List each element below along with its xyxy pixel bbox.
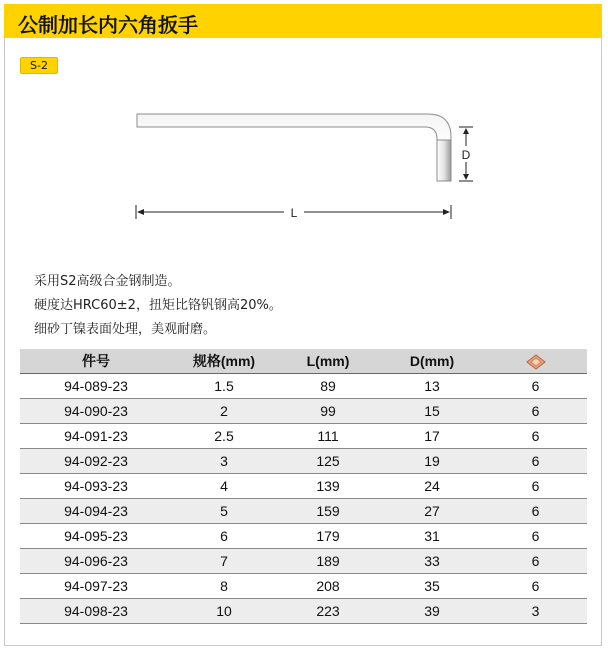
- cell-pack-qty: 6: [484, 424, 587, 449]
- table-header-row: [20, 349, 587, 374]
- cell-diameter: 15: [380, 399, 484, 424]
- table-row: [20, 449, 587, 474]
- table-row: [20, 524, 587, 549]
- cell-part-number: 94-090-23: [20, 399, 172, 424]
- cell-pack-qty: 6: [484, 449, 587, 474]
- dimension-l-label: L: [290, 206, 298, 220]
- cell-pack-qty: 6: [484, 399, 587, 424]
- table-row: [20, 574, 587, 599]
- cell-size: 2.5: [172, 424, 276, 449]
- cell-part-number: 94-089-23: [20, 374, 172, 399]
- cell-diameter: 13: [380, 374, 484, 399]
- cell-length: 208: [276, 574, 380, 599]
- cell-length: 89: [276, 374, 380, 399]
- cell-diameter: 24: [380, 474, 484, 499]
- cell-diameter: 33: [380, 549, 484, 574]
- cell-length: 189: [276, 549, 380, 574]
- cell-pack-qty: 6: [484, 549, 587, 574]
- cell-size: 3: [172, 449, 276, 474]
- cell-length: 139: [276, 474, 380, 499]
- description-line-2: 硬度达HRC60±2，扭矩比铬钒钢高20%。: [34, 298, 282, 313]
- description-line-3: 细砂丁镍表面处理，美观耐磨。: [34, 322, 217, 337]
- cell-part-number: 94-093-23: [20, 474, 172, 499]
- table-row: [20, 374, 587, 399]
- cell-part-number: 94-094-23: [20, 499, 172, 524]
- page-title: 公制加长内六角扳手: [18, 13, 198, 37]
- cell-length: 111: [276, 424, 380, 449]
- cell-pack-qty: 3: [484, 599, 587, 624]
- column-header-length: L(mm): [276, 349, 380, 374]
- cell-size: 7: [172, 549, 276, 574]
- column-header-diameter: D(mm): [380, 349, 484, 374]
- cell-pack-qty: 6: [484, 374, 587, 399]
- cell-length: 125: [276, 449, 380, 474]
- table-row: [20, 399, 587, 424]
- cell-size: 6: [172, 524, 276, 549]
- hex-key-icon: [137, 114, 451, 181]
- table-row: [20, 474, 587, 499]
- cell-part-number: 94-091-23: [20, 424, 172, 449]
- cell-pack-qty: 6: [484, 474, 587, 499]
- wrench-diagram: [0, 0, 608, 240]
- cell-part-number: 94-098-23: [20, 599, 172, 624]
- cell-size: 4: [172, 474, 276, 499]
- cell-pack-qty: 6: [484, 499, 587, 524]
- description-line-1: 采用S2高级合金钢制造。: [34, 274, 181, 289]
- cell-size: 10: [172, 599, 276, 624]
- cell-size: 2: [172, 399, 276, 424]
- dimension-d-label: D: [461, 148, 471, 162]
- grade-badge: S-2: [20, 57, 58, 74]
- cell-length: 159: [276, 499, 380, 524]
- cell-size: 8: [172, 574, 276, 599]
- cell-part-number: 94-092-23: [20, 449, 172, 474]
- column-header-pack: [484, 349, 587, 374]
- cell-size: 1.5: [172, 374, 276, 399]
- cell-diameter: 31: [380, 524, 484, 549]
- cell-length: 223: [276, 599, 380, 624]
- table-row: [20, 599, 587, 624]
- table-row: [20, 499, 587, 524]
- cell-diameter: 17: [380, 424, 484, 449]
- cell-part-number: 94-096-23: [20, 549, 172, 574]
- cell-diameter: 39: [380, 599, 484, 624]
- column-header-size: 规格(mm): [172, 349, 276, 374]
- cell-size: 5: [172, 499, 276, 524]
- table-row: [20, 549, 587, 574]
- cell-length: 179: [276, 524, 380, 549]
- package-box-icon: [526, 354, 546, 370]
- table-row: [20, 424, 587, 449]
- cell-part-number: 94-095-23: [20, 524, 172, 549]
- column-header-part-number: 件号: [20, 349, 172, 374]
- dimension-d: [459, 127, 473, 181]
- cell-length: 99: [276, 399, 380, 424]
- cell-diameter: 35: [380, 574, 484, 599]
- cell-diameter: 27: [380, 499, 484, 524]
- cell-part-number: 94-097-23: [20, 574, 172, 599]
- spec-table: [20, 349, 587, 624]
- dimension-l: [136, 205, 451, 220]
- cell-diameter: 19: [380, 449, 484, 474]
- cell-pack-qty: 6: [484, 524, 587, 549]
- cell-pack-qty: 6: [484, 574, 587, 599]
